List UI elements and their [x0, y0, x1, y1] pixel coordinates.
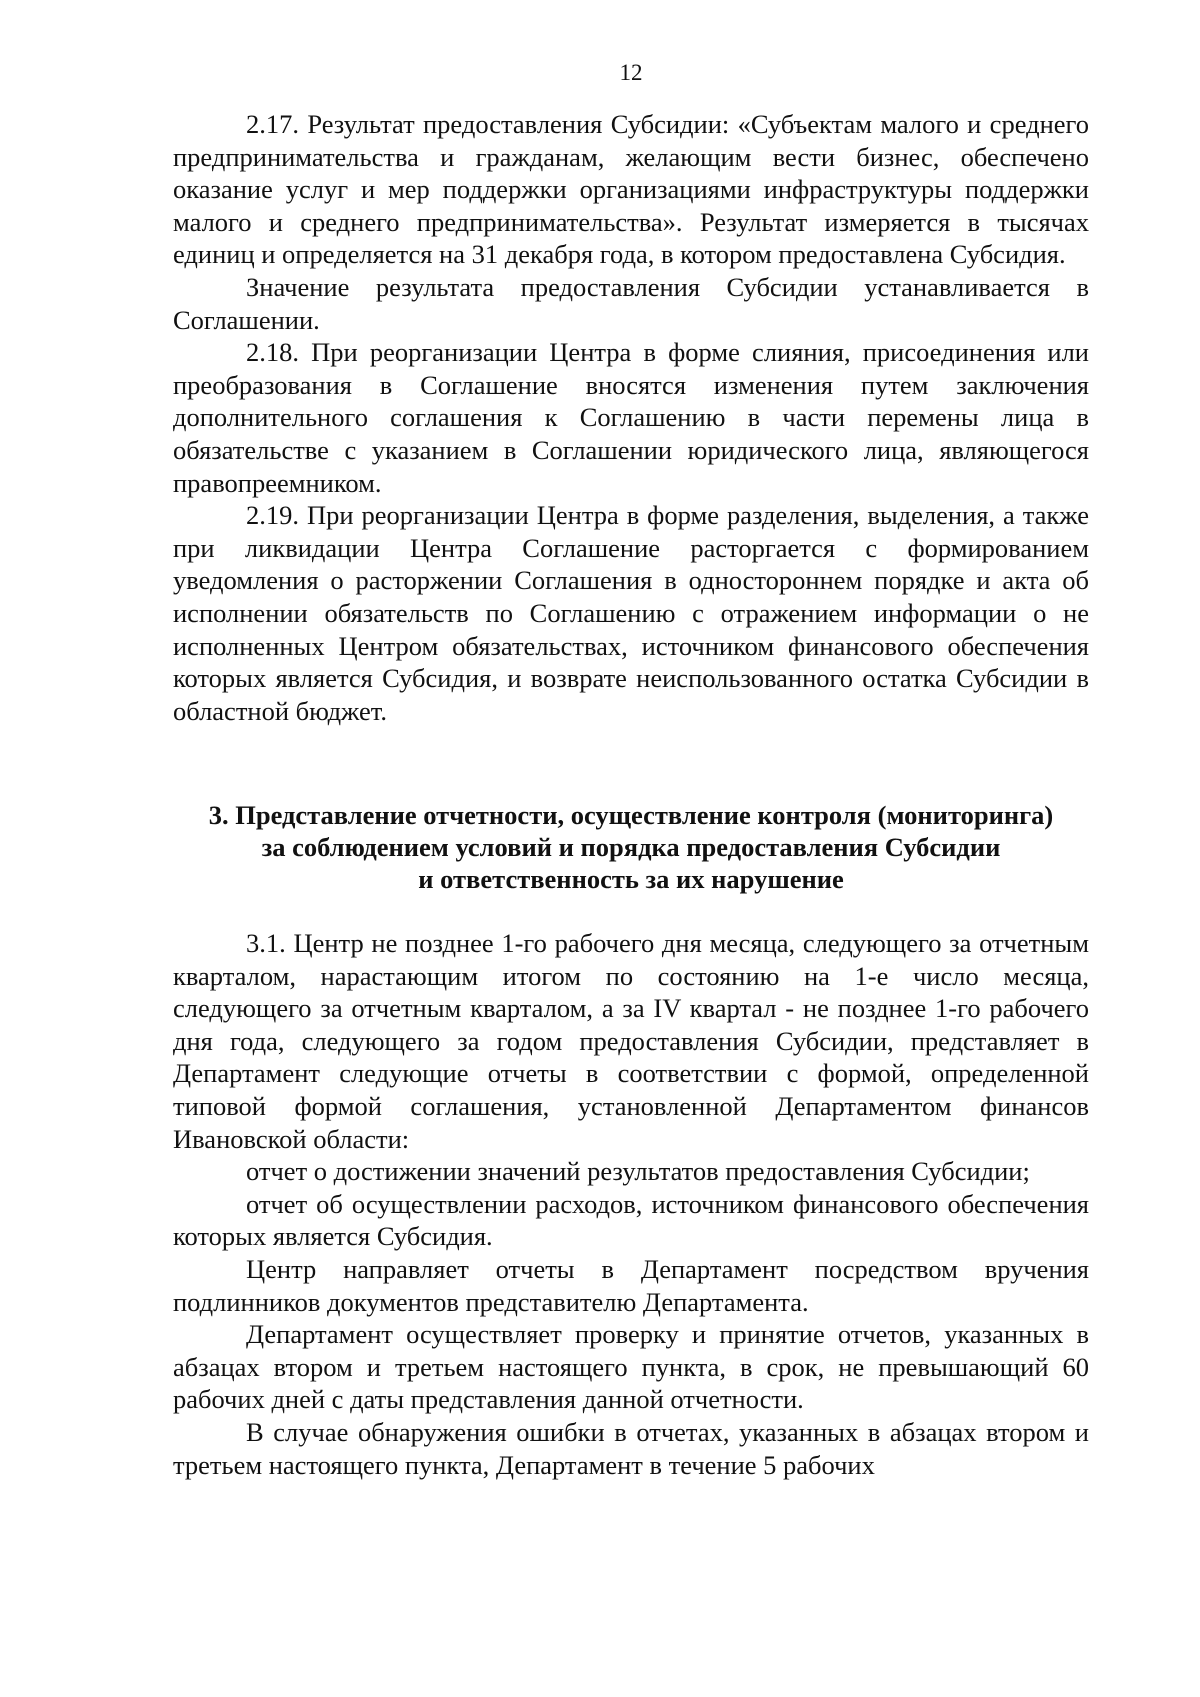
- paragraph-report-results: отчет о достижении значений результатов предоставления Субсидии;: [246, 1156, 1030, 1187]
- heading-line: 3. Представление отчетности, осуществление контроля (мониторинга): [208, 800, 1054, 830]
- paragraph-2-19: 2.19. При реорганизации Центра в форме разделения, выделения, а также при ликвидации Центра Соглашение расторгается с формированием уведомления о расторжении Соглашения в одностороннем порядке и акта об исполнении обязательств по Соглашению с отражением информации о не исполненных Центром обязательствах, источником финансового обеспечения которых является Субсидия, и возврате неиспользованного остатка Субсидии в областной бюджет.: [173, 500, 1089, 726]
- paragraph-3-1: 3.1. Центр не позднее 1-го рабочего дня месяца, следующего за отчетным кварталом, нарастающим итогом по состоянию на 1-е число месяца, следующего за отчетным кварталом, а за IV квартал - не позднее 1-го рабочего дня года, следующего за годом предоставления Субсидии, представляет в Департамент следующие отчеты в соответствии с формой, определенной типовой формой соглашения, установленной Департаментом финансов Ивановской области:: [173, 928, 1089, 1154]
- paragraph-report-expenses: отчет об осуществлении расходов, источником финансового обеспечения которых является Субсидия.: [173, 1188, 1089, 1252]
- section-3-body: [173, 927, 1089, 1481]
- section-3-heading: [173, 799, 1089, 895]
- paragraph-reports-delivery: Центр направляет отчеты в Департамент посредством вручения подлинников документов представителю Департамента.: [173, 1253, 1089, 1317]
- section-2-body: [173, 108, 1089, 727]
- heading-line: и ответственность за их нарушение: [418, 864, 844, 894]
- heading-line: за соблюдением условий и порядка предоставления Субсидии: [261, 832, 1001, 862]
- paragraph-reports-review: Департамент осуществляет проверку и принятие отчетов, указанных в абзацах втором и третьем настоящего пункта, в срок, не превышающий 60 рабочих дней с даты представления данной отчетности.: [173, 1319, 1089, 1415]
- page-number: 12: [619, 60, 643, 85]
- paragraph-2-18: 2.18. При реорганизации Центра в форме слияния, присоединения или преобразования в Соглашение вносятся изменения путем заключения дополнительного соглашения к Соглашению в части перемены лица в обязательстве с указанием в Соглашении юридического лица, являющегося правопреемником.: [173, 337, 1089, 498]
- paragraph-result-value: Значение результата предоставления Субсидии устанавливается в Соглашении.: [173, 271, 1089, 335]
- paragraph-error-handling: В случае обнаружения ошибки в отчетах, указанных в абзацах втором и третьем настоящего пункта, Департамент в течение 5 рабочих: [173, 1416, 1089, 1480]
- paragraph-2-17: 2.17. Результат предоставления Субсидии: «Субъектам малого и среднего предпринимательства и гражданам, желающим вести бизнес, обеспечено оказание услуг и мер поддержки организациями инфраструктуры поддержки малого и среднего предпринимательства». Результат измеряется в тысячах единиц и определяется на 31 декабря года, в котором предоставлена Субсидия.: [173, 109, 1089, 270]
